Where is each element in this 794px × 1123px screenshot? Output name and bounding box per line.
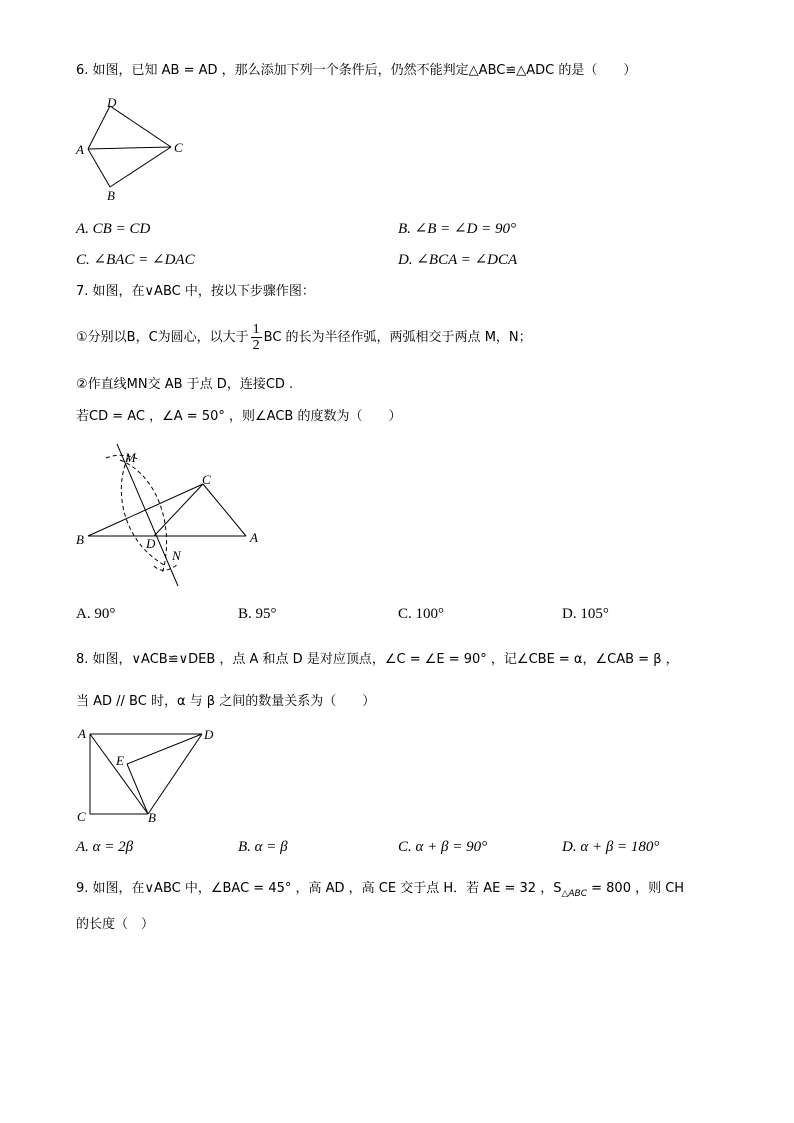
q6-label-b: B bbox=[107, 188, 115, 203]
q7-option-a: A. 90° bbox=[76, 606, 116, 622]
q8-label-a: A bbox=[78, 726, 86, 741]
q8-option-d: D. α + β = 180° bbox=[562, 839, 660, 855]
q6-option-c: C. ∠BAC = ∠DAC bbox=[76, 252, 195, 268]
q7-option-b: B. 95° bbox=[238, 606, 277, 622]
q9-stem-line2: 的长度（ ） bbox=[76, 917, 155, 932]
q7-step2: ②作直线MN交 AB 于点 D，连接CD . bbox=[76, 377, 294, 392]
q7-option-c: C. 100° bbox=[398, 606, 445, 622]
q8-figure bbox=[70, 722, 230, 832]
q7-stem: 7. 如图，在∨ABC 中，按以下步骤作图： bbox=[76, 284, 315, 299]
q8-option-a: A. α = 2β bbox=[76, 839, 134, 855]
q6-option-a: A. CB = CD bbox=[76, 221, 151, 237]
q8-label-b: B bbox=[148, 810, 156, 825]
q6-option-b: B. ∠B = ∠D = 90° bbox=[398, 221, 517, 237]
q7-condition: 若CD = AC ，∠A = 50° ，则∠ACB 的度数为（ ） bbox=[76, 409, 402, 424]
q6-label-a: A bbox=[76, 142, 84, 157]
q7-label-d: D bbox=[146, 536, 156, 551]
q9-stem: 9. 如图，在∨ABC 中，∠BAC = 45° ，高 AD ，高 CE 交于点 H．若 AE = 32 ，$S_{\triangle ABC} = 800$ ，则 CH bbox=[76, 881, 685, 899]
q8-stem: 8. 如图，∨ACB≌∨DEB ，点 A 和点 D 是对应顶点，∠C = ∠E = 90° ，记∠CBE = α，∠CAB = β ， bbox=[76, 652, 679, 667]
q8-label-c: C bbox=[77, 809, 86, 824]
q7-label-a: A bbox=[250, 530, 258, 545]
q7-figure bbox=[70, 436, 270, 596]
q7-label-c: C bbox=[202, 472, 211, 487]
q8-label-e: E bbox=[116, 753, 124, 768]
q6-option-d: D. ∠BCA = ∠DCA bbox=[398, 252, 518, 268]
q8-stem-line2: 当 AD // BC 时，α 与 β 之间的数量关系为（ ） bbox=[76, 694, 376, 709]
q8-option-c: C. α + β = 90° bbox=[398, 839, 488, 855]
q6-figure bbox=[70, 92, 210, 202]
q8-label-d: D bbox=[204, 727, 214, 742]
q7-option-d: D. 105° bbox=[562, 606, 609, 622]
area-subscript: △ABC bbox=[561, 889, 587, 899]
q7-step1: ①分别以B，C为圆心，以大于 $\frac{1}{2}$ BC 的长为半径作弧，两弧相交于两点 M，N； bbox=[76, 322, 532, 353]
q7-label-m: M bbox=[125, 450, 136, 465]
q8-option-b: B. α = β bbox=[238, 839, 288, 855]
q6-stem: 6. 如图，已知 AB = AD ，那么添加下列一个条件后，仍然不能判定△ABC≌△ADC 的是（ ） bbox=[76, 63, 637, 78]
q7-label-n: N bbox=[172, 548, 181, 563]
q7-label-b: B bbox=[76, 532, 84, 547]
q6-label-c: C bbox=[174, 140, 183, 155]
fraction-one-half: $\frac{1}{2}$ bbox=[252, 322, 260, 353]
q6-label-d: D bbox=[107, 95, 117, 110]
